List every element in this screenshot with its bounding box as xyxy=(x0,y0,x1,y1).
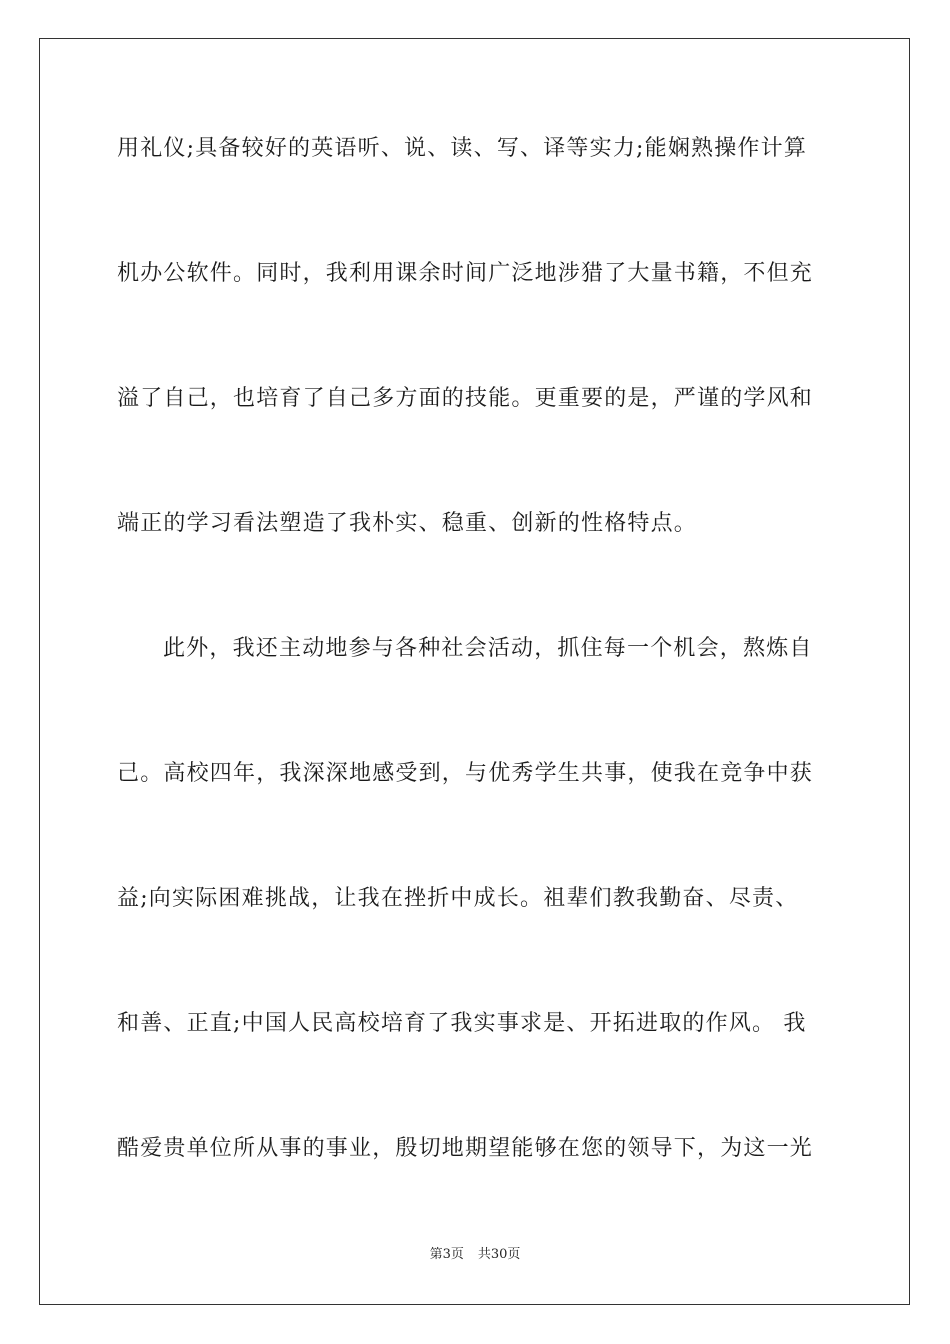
text-line: 酷爱贵单位所从事的事业，殷切地期望能够在您的领导下，为这一光 xyxy=(117,1136,814,1161)
page-border xyxy=(39,38,910,1305)
text-line: 机办公软件。同时，我利用课余时间广泛地涉猎了大量书籍，不但充 xyxy=(117,261,814,286)
text-line: 和善、正直;中国人民高校培育了我实事求是、开拓进取的作风。 我 xyxy=(117,1011,807,1036)
text-line: 用礼仪;具备较好的英语听、说、读、写、译等实力;能娴熟操作计算 xyxy=(117,136,808,161)
text-line: 己。高校四年，我深深地感受到，与优秀学生共事，使我在竞争中获 xyxy=(117,761,814,786)
page-total: 共30页 xyxy=(477,1247,521,1262)
page-number: 第3页 xyxy=(429,1247,464,1262)
page-footer xyxy=(0,1246,950,1264)
text-line: 溢了自己，也培育了自己多方面的技能。更重要的是，严谨的学风和 xyxy=(117,386,814,411)
paragraph-first-line: 此外，我还主动地参与各种社会活动，抓住每一个机会，熬炼自 xyxy=(163,636,813,661)
text-line: 端正的学习看法塑造了我朴实、稳重、创新的性格特点。 xyxy=(117,511,698,536)
text-line: 益;向实际困难挑战，让我在挫折中成长。祖辈们教我勤奋、尽责、 xyxy=(117,886,799,911)
